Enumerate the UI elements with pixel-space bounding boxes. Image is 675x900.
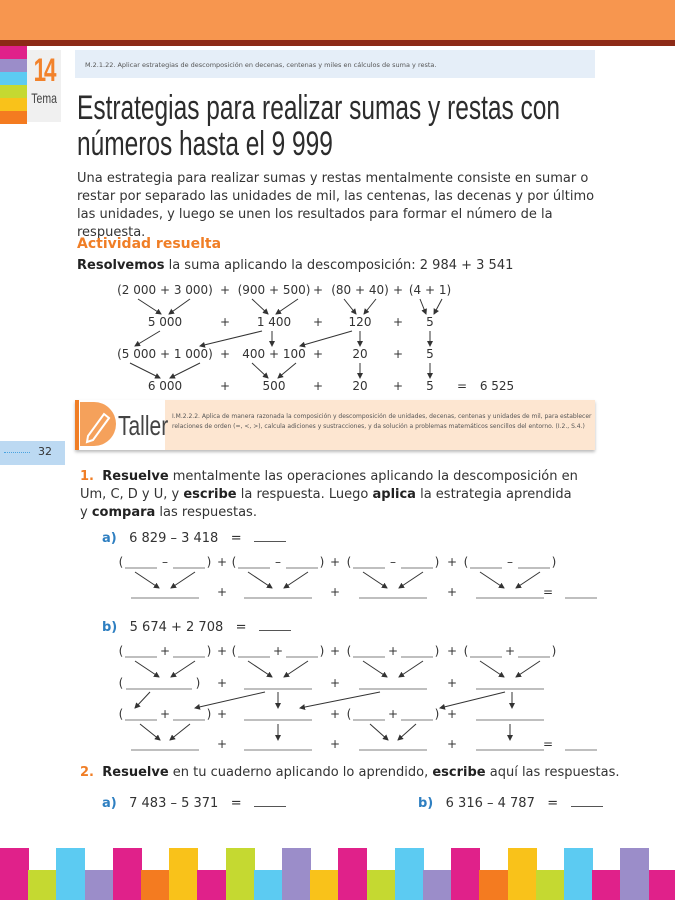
plus-sign: + [216, 555, 228, 569]
page-number: 32 [38, 445, 52, 458]
color-block [310, 870, 339, 900]
arrow [135, 661, 159, 677]
equals-sign: = [542, 737, 554, 751]
close-paren: ) [551, 555, 557, 569]
diagram-term: 5 000 [147, 315, 183, 329]
operation: 7 483 – 5 371 [129, 796, 219, 811]
plus-sign: + [446, 585, 458, 599]
close-paren: ) [206, 644, 212, 658]
answer-blank[interactable] [571, 806, 603, 807]
operator: + [387, 707, 399, 721]
exercise-1a [102, 530, 286, 548]
plus-sign: + [329, 555, 341, 569]
solved-decomposition-diagram [117, 283, 514, 393]
taller-label: Taller [118, 410, 169, 441]
operator: + [387, 644, 399, 658]
operator: + [504, 644, 516, 658]
text: mentalmente las operaciones aplicando la descomposición en Um, C, D y U, y [80, 469, 578, 502]
arrow [284, 661, 308, 677]
color-block [620, 848, 649, 900]
color-block [649, 870, 675, 900]
arrow [170, 363, 200, 378]
arrow [135, 331, 160, 346]
verb: escribe [183, 487, 237, 502]
operation: 6 829 – 3 418 [129, 531, 219, 546]
diagram-term: 20 [352, 347, 368, 361]
arrow [171, 661, 195, 677]
arrow [370, 724, 388, 740]
diagram-term: + [392, 283, 404, 297]
color-block [338, 848, 367, 900]
arrow [140, 724, 160, 740]
text: la estrategia aprendida y [80, 487, 572, 520]
diagram-term: + [219, 315, 231, 329]
arrow [276, 299, 298, 314]
open-paren: ( [463, 644, 469, 658]
curriculum-standard: M.2.1.22. Aplicar estrategias de descomposición en decenas, centenas y miles en cálculos de suma y resta. [75, 50, 595, 78]
diagram-term: + [312, 283, 324, 297]
color-block [508, 848, 537, 900]
color-block [536, 870, 565, 900]
open-paren: ( [463, 555, 469, 569]
verb: aplica [372, 487, 416, 502]
verb: Resuelve [102, 765, 169, 780]
close-paren: ) [206, 555, 212, 569]
plus-sign: + [446, 555, 458, 569]
plus-sign: + [329, 644, 341, 658]
tema-number: 14 [33, 52, 55, 88]
diagram-term: + [392, 379, 404, 393]
plus-sign: + [446, 644, 458, 658]
color-block [56, 848, 85, 900]
color-block [395, 848, 424, 900]
exercise-number: 1. [80, 469, 94, 484]
diagram-term: (2 000 + 3 000) [117, 283, 213, 297]
open-paren: ( [118, 555, 124, 569]
exercise-1b [102, 619, 291, 637]
open-paren: ( [346, 707, 352, 721]
diagram-term: 5 [426, 315, 434, 329]
arrow [440, 692, 505, 708]
text: aquí las respuestas. [485, 765, 620, 780]
arrow [434, 299, 442, 314]
exercise-diagrams [119, 555, 597, 751]
item-label: b) [418, 796, 434, 811]
color-block [141, 870, 170, 900]
color-block [367, 870, 396, 900]
arrow [252, 299, 268, 314]
instruction-text: la suma aplicando la descomposición: 2 984 + 3 541 [164, 258, 514, 273]
equals: = [547, 796, 559, 811]
operator: – [162, 555, 168, 569]
plus-sign: + [446, 737, 458, 751]
arrow [480, 572, 504, 588]
plus-sign: + [446, 676, 458, 690]
verb: compara [91, 505, 156, 520]
verb: Resolvemos [77, 258, 165, 273]
arrow [170, 724, 190, 740]
diagram-term: 5 [426, 347, 434, 361]
open-paren: ( [231, 555, 237, 569]
plus-sign: + [329, 585, 341, 599]
color-block [28, 870, 57, 900]
plus-sign: + [216, 585, 228, 599]
close-paren: ) [434, 644, 440, 658]
color-block [479, 870, 508, 900]
diagram-term: + [312, 347, 324, 361]
close-paren: ) [319, 644, 325, 658]
color-block [113, 848, 142, 900]
arrow [399, 661, 423, 677]
exercise-2-instruction [80, 764, 620, 782]
diagram-term: 5 [426, 379, 434, 393]
diagram-term: 1 400 [256, 315, 292, 329]
arrow [248, 661, 272, 677]
diagram-term: = [456, 379, 468, 393]
close-paren: ) [206, 707, 212, 721]
exercise-2b [418, 795, 603, 813]
arrow [364, 299, 376, 314]
close-paren: ) [434, 707, 440, 721]
intro-paragraph: Una estrategia para realizar sumas y restas mentalmente consiste en sumar o restar por separado las unidades de mil, las centenas, las decenas y por último las unidades, y luego se unen los resultados para formar el número de la respuesta. [77, 171, 595, 240]
diagram-term: 400 + 100 [242, 347, 306, 361]
open-paren: ( [118, 644, 124, 658]
diagram-term: 500 [262, 379, 286, 393]
answer-blank[interactable] [254, 541, 286, 542]
arrow [399, 572, 423, 588]
arrow [363, 572, 387, 588]
color-block [197, 870, 226, 900]
close-paren: ) [434, 555, 440, 569]
color-block [423, 870, 452, 900]
close-paren: ) [319, 555, 325, 569]
equals: = [230, 531, 242, 546]
operator: + [272, 644, 284, 658]
color-block [85, 870, 114, 900]
equals: = [230, 796, 242, 811]
exercise-number: 2. [80, 765, 94, 780]
diagram-term: 6 000 [147, 379, 183, 393]
color-block [592, 870, 621, 900]
exercise-2a [102, 795, 286, 813]
answer-blank[interactable] [254, 806, 286, 807]
color-block [254, 870, 283, 900]
exercise-1-instruction [80, 468, 580, 522]
arrow [135, 572, 159, 588]
diagram-term: + [219, 283, 231, 297]
equals-sign: = [542, 585, 554, 599]
arrow [516, 661, 540, 677]
operator: – [390, 555, 396, 569]
activity-heading: Actividad resuelta [77, 236, 222, 252]
close-paren: ) [195, 676, 201, 690]
diagram-term: + [219, 379, 231, 393]
diagram-term: + [392, 347, 404, 361]
arrow [284, 572, 308, 588]
plus-sign: + [329, 676, 341, 690]
equals: = [235, 620, 247, 635]
verb: escribe [432, 765, 486, 780]
diagram-term: 20 [352, 379, 368, 393]
operation: 6 316 – 4 787 [445, 796, 535, 811]
text: las respuestas. [155, 505, 257, 520]
plus-sign: + [329, 737, 341, 751]
arrow [171, 572, 195, 588]
text: la respuesta. Luego [236, 487, 373, 502]
arrow [300, 692, 380, 708]
diagram-term: 6 525 [479, 379, 515, 393]
arrow [169, 299, 190, 314]
plus-sign: + [216, 707, 228, 721]
diagram-term: + [312, 379, 324, 393]
plus-sign: + [329, 707, 341, 721]
operator: – [507, 555, 513, 569]
diagram-term: + [219, 347, 231, 361]
arrow [363, 661, 387, 677]
operator: + [159, 707, 171, 721]
close-paren: ) [551, 644, 557, 658]
diagram-term: (900 + 500) [237, 283, 311, 297]
diagram-term: (4 + 1) [408, 283, 452, 297]
plus-sign: + [446, 707, 458, 721]
page-dots [4, 452, 30, 453]
arrow [480, 661, 504, 677]
arrow [278, 363, 296, 378]
item-label: b) [102, 620, 118, 635]
arrow [398, 724, 416, 740]
color-block [226, 848, 255, 900]
arrow [344, 299, 356, 314]
plus-sign: + [216, 676, 228, 690]
arrow [516, 572, 540, 588]
plus-sign: + [216, 644, 228, 658]
page-number-box [0, 441, 65, 465]
color-block [564, 848, 593, 900]
diagram-term: (80 + 40) [331, 283, 389, 297]
color-block [451, 848, 480, 900]
arrow [252, 363, 268, 378]
color-block [0, 848, 29, 900]
operation: 5 674 + 2 708 [129, 620, 224, 635]
operator: + [159, 644, 171, 658]
arrow [135, 692, 150, 708]
arrow [248, 572, 272, 588]
diagram-term: 120 [348, 315, 372, 329]
plus-sign: + [216, 737, 228, 751]
arrow [300, 331, 352, 346]
pencil-icon [80, 402, 116, 446]
answer-blank[interactable] [259, 630, 291, 631]
open-paren: ( [231, 644, 237, 658]
page-title: Estrategias para realizar sumas y restas con números hasta el 9 999 [77, 89, 561, 163]
text: en tu cuaderno aplicando lo aprendido, [168, 765, 433, 780]
arrow [420, 299, 426, 314]
tema-label: Tema [31, 90, 57, 106]
open-paren: ( [346, 644, 352, 658]
verb: Resuelve [102, 469, 169, 484]
arrow [195, 692, 265, 708]
color-block [169, 848, 198, 900]
operator: – [275, 555, 281, 569]
diagram-term: + [392, 315, 404, 329]
item-label: a) [102, 796, 117, 811]
open-paren: ( [118, 707, 124, 721]
diagram-term: (5 000 + 1 000) [117, 347, 213, 361]
arrow [138, 299, 161, 314]
taller-indicator: I.M.2.2.2. Aplica de manera razonada la composición y descomposición de unidades, decenas, centenas y unidades de mil, para establecer relaciones de orden (=, <, >), calcula adiciones y sustracciones, y da solución a problemas matemáticos sencillos del entorno. (I.2., S.4.) [172, 413, 592, 430]
arrow [200, 331, 262, 346]
item-label: a) [102, 531, 117, 546]
open-paren: ( [118, 676, 124, 690]
diagram-term: + [312, 315, 324, 329]
arrow [130, 363, 160, 378]
open-paren: ( [346, 555, 352, 569]
color-block [282, 848, 311, 900]
